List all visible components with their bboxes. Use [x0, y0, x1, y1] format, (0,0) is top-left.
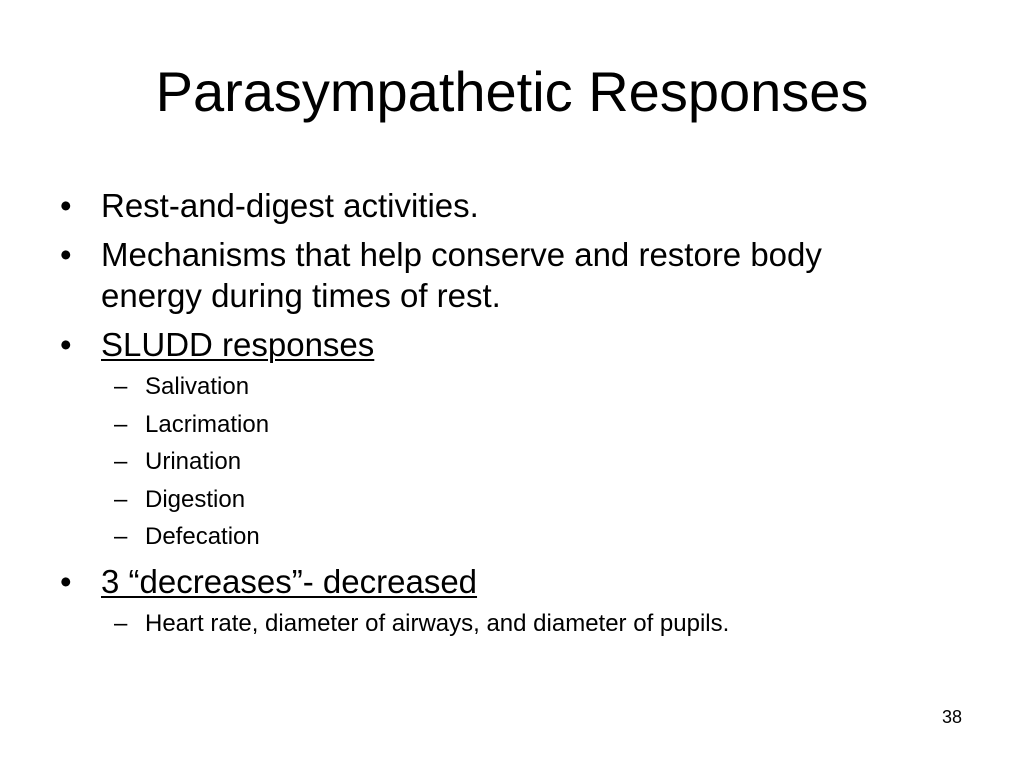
slide-title: Parasympathetic Responses — [155, 60, 869, 123]
sub-item — [114, 610, 920, 638]
sub-marker: – — [114, 485, 128, 513]
sub-item — [114, 523, 920, 551]
sub-item-text: Heart rate, diameter of airways, and diameter of pupils. — [145, 610, 730, 638]
bullet-item — [60, 324, 920, 365]
bullet-text: Mechanisms that help conserve and restore body energy during times of rest. — [101, 236, 822, 314]
sub-item — [114, 411, 920, 439]
sub-item-text: Urination — [145, 448, 242, 476]
sub-item — [114, 373, 920, 401]
sub-marker: – — [114, 610, 128, 638]
sub-marker: – — [114, 523, 128, 551]
sub-marker: – — [114, 448, 128, 476]
sub-item-text: Digestion — [145, 485, 246, 513]
bullet-item — [60, 234, 920, 316]
bullet-text-underlined: SLUDD responses — [101, 326, 375, 363]
sub-marker: – — [114, 373, 128, 400]
bullet-marker: • — [60, 326, 72, 363]
bullet-marker: • — [60, 236, 72, 273]
bullet-marker: • — [60, 187, 72, 224]
bullet-item — [60, 561, 920, 602]
sub-item-text: Salivation — [145, 373, 250, 400]
bullet-marker: • — [60, 563, 72, 601]
sub-list-decreases — [60, 610, 920, 638]
sub-item — [114, 486, 920, 514]
sub-item-text: Lacrimation — [145, 410, 270, 438]
bullet-item — [60, 185, 920, 226]
sub-item — [114, 448, 920, 476]
sub-marker: – — [114, 410, 128, 438]
page-number: 38 — [941, 707, 962, 727]
sub-item-text: Defecation — [145, 523, 260, 551]
bullet-list — [60, 185, 920, 648]
bullet-text: Rest-and-digest activities. — [101, 187, 479, 224]
bullet-text-underlined: 3 “decreases”- decreased — [101, 563, 478, 601]
sub-list-sludd — [60, 373, 920, 551]
